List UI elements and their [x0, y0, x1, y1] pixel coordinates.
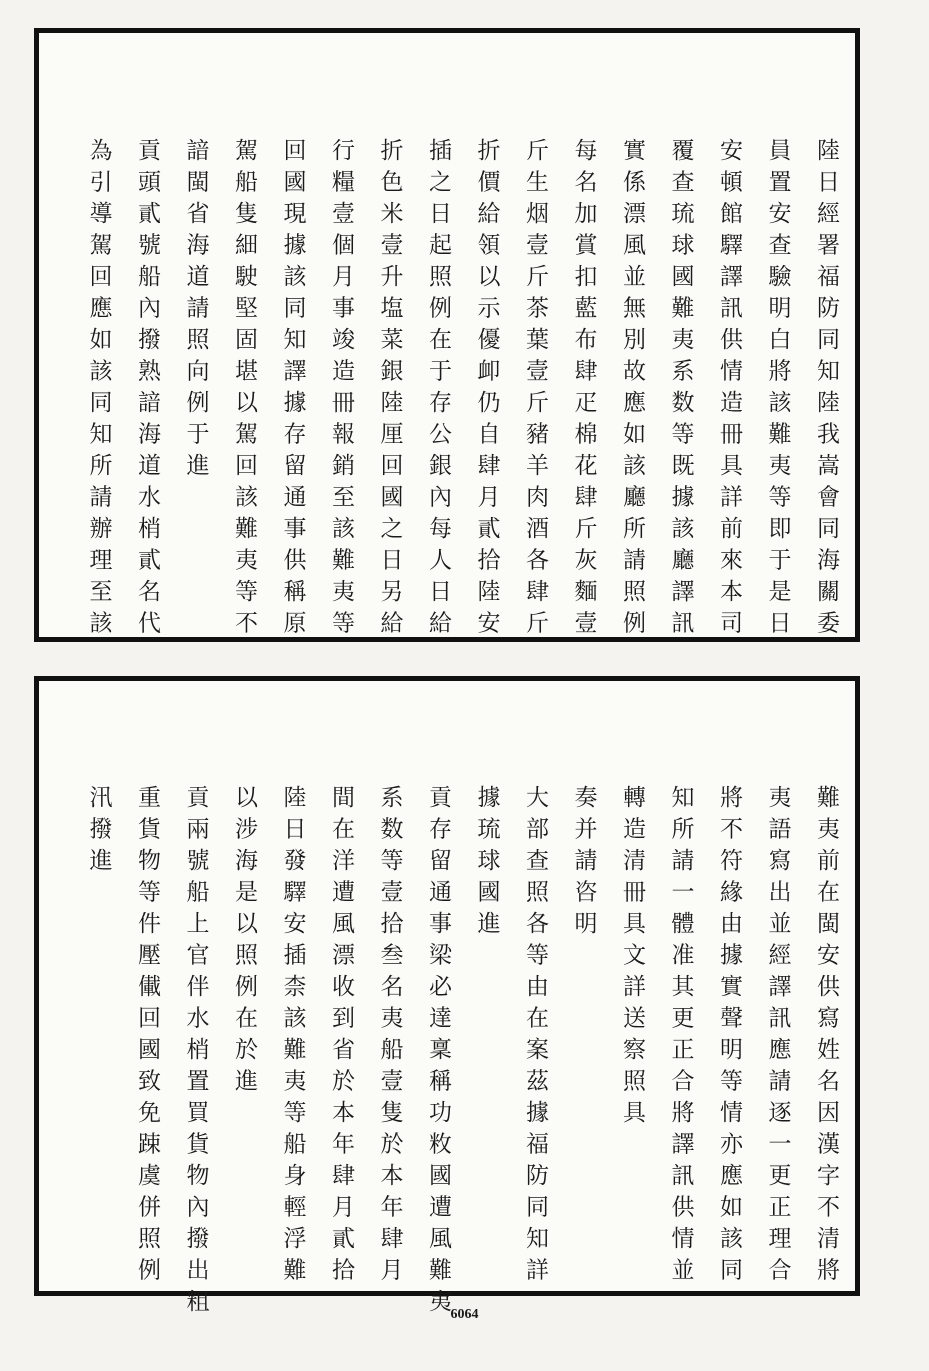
bottom-page-column: 知所請一體准其更正合將譯訊供情並: [667, 785, 694, 1289]
bottom-page-column: 陸日發驛安插柰該難夷等船身輕浮難: [279, 785, 306, 1289]
top-page-column: 貢頭貳號船內撥熟諳海道水梢貳名代: [134, 138, 160, 642]
top-page-column: 折價給領以示優卹仍自肆月貳拾陸安: [473, 138, 500, 642]
top-page-column: 實係漂風並無別故應如該廳所請照例: [619, 138, 645, 642]
top-page-column: 駕船隻細駛堅固堪以駕回該難夷等不: [231, 138, 257, 642]
bottom-page-column: 據琉球國進: [473, 785, 500, 943]
top-page-column: 覆查琉球國難夷系数等既據該廳譯訊: [667, 138, 694, 642]
bottom-page-column: 難夷前在閩安供寫姓名因漢字不清將: [813, 785, 839, 1289]
page-number: 6064: [450, 1307, 479, 1322]
bottom-page-column: 重貨物等件壓儎回國致免踈虞併照例: [134, 785, 160, 1289]
bottom-page-column: 系数等壹拾叁名夷船壹隻於本年肆月: [376, 785, 403, 1289]
top-page-column: 為引導駕回應如該同知所請辦理至該: [85, 138, 112, 642]
bottom-page-column: 貢兩號船上官伴水梢置買貨物內撥出粗: [182, 785, 209, 1321]
bottom-page-column: 貢存留通事梁必達稟稱功敉國遭風難夷: [425, 785, 451, 1321]
bottom-page-column: 汛撥進: [85, 785, 112, 880]
top-page-column: 安頓館驛譯訊供情造冊具詳前來本司: [716, 138, 742, 642]
bottom-page-column: 轉造清冊具文詳送察照具: [619, 785, 645, 1132]
top-page-column: 員置安查驗明白將該難夷等即于是日: [764, 138, 791, 642]
top-page-column: 每名加賞扣藍布肆疋棉花肆斤灰麵壹: [570, 138, 597, 642]
bottom-page-column: 將不符緣由據實聲明等情亦應如該同: [716, 785, 742, 1289]
bottom-page-column: 夷語寫出並經譯訊應請逐一更正理合: [764, 785, 791, 1289]
bottom-page-column: 奏并請咨明: [570, 785, 597, 943]
bottom-page-column: 間在洋遭風漂收到省於本年肆月貳拾: [328, 785, 354, 1289]
top-page-column: 折色米壹升塩菜銀陸厘回國之日另給: [376, 138, 403, 642]
top-page-column: 插之日起照例在于存公銀內每人日給: [425, 138, 451, 642]
top-page-column: 陸日經署福防同知陸我嵩會同海關委: [813, 138, 839, 642]
bottom-page-column: 以涉海是以照例在於進: [231, 785, 257, 1100]
top-page-column: 斤生烟壹斤茶葉壹斤豬羊肉酒各肆斤: [522, 138, 548, 642]
bottom-page-column: 大部查照各等由在案茲據福防同知詳: [522, 785, 548, 1289]
top-page-column: 回國現據該同知譯據存留通事供稱原: [279, 138, 306, 642]
top-page-column: 行糧壹個月事竣造冊報銷至該難夷等: [328, 138, 354, 642]
top-page-column: 諳閩省海道請照向例于進: [182, 138, 209, 485]
